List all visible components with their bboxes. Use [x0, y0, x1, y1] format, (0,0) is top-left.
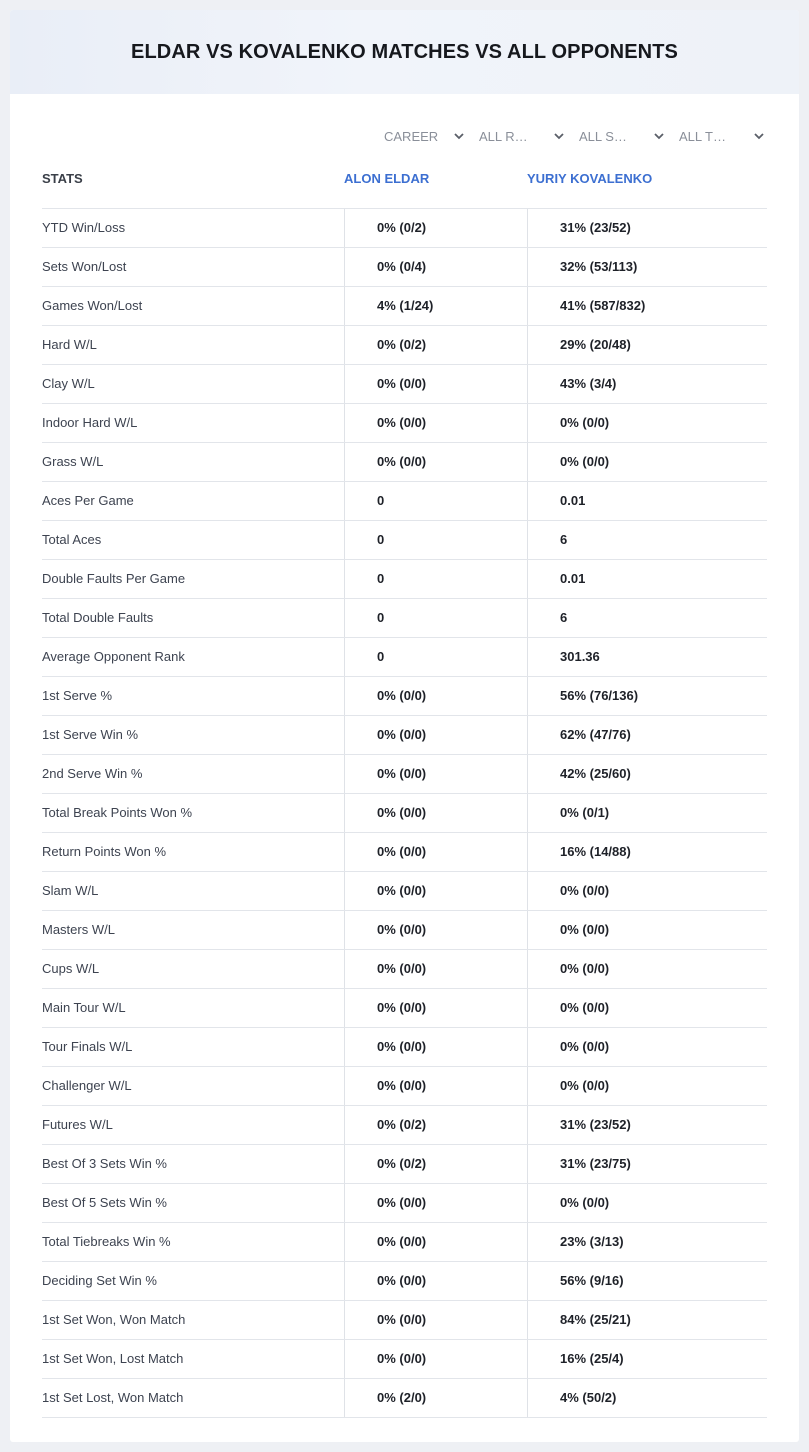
- table-row: [42, 1301, 767, 1340]
- page-title: ELDAR VS KOVALENKO MATCHES VS ALL OPPONENTS: [131, 40, 678, 63]
- stat-label: Double Faults Per Game: [42, 571, 186, 586]
- player2-value: 0% (0/0): [527, 911, 767, 949]
- tournament-filter-dropdown[interactable]: [679, 124, 765, 148]
- player2-value: 0.01: [527, 560, 767, 598]
- player2-value: 0% (0/0): [527, 950, 767, 988]
- card-header: [10, 10, 799, 94]
- table-row: [42, 911, 767, 950]
- player1-value: 0% (0/0): [344, 833, 527, 871]
- table-row: [42, 248, 767, 287]
- stat-label: 1st Serve %: [42, 688, 113, 703]
- stat-label: Games Won/Lost: [42, 298, 143, 313]
- player2-value: 41% (587/832): [527, 287, 767, 325]
- player1-value: 0% (0/0): [344, 716, 527, 754]
- stat-label: YTD Win/Loss: [42, 220, 126, 235]
- table-row: [42, 677, 767, 716]
- player2-value: 0% (0/0): [527, 989, 767, 1027]
- stat-label: Clay W/L: [42, 376, 95, 391]
- player1-value: 0% (0/0): [344, 677, 527, 715]
- stat-label: Best Of 5 Sets Win %: [42, 1195, 167, 1210]
- stat-label: Tour Finals W/L: [42, 1039, 133, 1054]
- player1-value: 0% (0/2): [344, 1145, 527, 1183]
- player2-value: 29% (20/48): [527, 326, 767, 364]
- stat-label: Masters W/L: [42, 922, 115, 937]
- stat-label: Return Points Won %: [42, 844, 167, 859]
- stat-label: Indoor Hard W/L: [42, 415, 138, 430]
- table-row: [42, 1223, 767, 1262]
- stat-label: 1st Serve Win %: [42, 727, 139, 742]
- stat-label: Grass W/L: [42, 454, 104, 469]
- stats-table: [42, 159, 767, 1418]
- filter-bar: [10, 124, 799, 148]
- player2-value: 0% (0/0): [527, 1184, 767, 1222]
- player1-value: 0% (0/0): [344, 365, 527, 403]
- chevron-down-icon: [553, 130, 565, 142]
- table-row: [42, 1145, 767, 1184]
- player1-value: 0: [344, 560, 527, 598]
- table-header: [42, 159, 767, 209]
- table-row: [42, 365, 767, 404]
- stat-label: Total Break Points Won %: [42, 805, 193, 820]
- player1-value: 0% (0/2): [344, 209, 527, 247]
- player1-value: 0% (0/0): [344, 443, 527, 481]
- surface-filter-label: ALL S…: [579, 128, 627, 144]
- player2-value: 4% (50/2): [527, 1379, 767, 1417]
- player1-value: 0% (0/2): [344, 326, 527, 364]
- player1-value: 0% (0/0): [344, 872, 527, 910]
- player2-value: 6: [527, 521, 767, 559]
- player2-value: 31% (23/52): [527, 209, 767, 247]
- player1-value: 0% (0/0): [344, 950, 527, 988]
- player2-value: 84% (25/21): [527, 1301, 767, 1339]
- player2-value: 31% (23/52): [527, 1106, 767, 1144]
- stats-card: [10, 10, 799, 1442]
- player2-value: 6: [527, 599, 767, 637]
- player2-value: 0% (0/1): [527, 794, 767, 832]
- tournament-filter-label: ALL T…: [679, 128, 726, 144]
- table-body: [42, 209, 767, 1418]
- stat-label: Deciding Set Win %: [42, 1273, 157, 1288]
- player2-value: 42% (25/60): [527, 755, 767, 793]
- table-row: [42, 1262, 767, 1301]
- table-row: [42, 872, 767, 911]
- player1-value: 0% (0/4): [344, 248, 527, 286]
- chevron-down-icon: [453, 130, 465, 142]
- chevron-down-icon: [753, 130, 765, 142]
- player2-value: 62% (47/76): [527, 716, 767, 754]
- player1-value: 0% (0/0): [344, 1340, 527, 1378]
- player1-value: 0% (0/0): [344, 1184, 527, 1222]
- table-row: [42, 1184, 767, 1223]
- table-row: [42, 989, 767, 1028]
- stat-label: Average Opponent Rank: [42, 649, 185, 664]
- stat-label: Best Of 3 Sets Win %: [42, 1156, 167, 1171]
- stat-label: 1st Set Lost, Won Match: [42, 1390, 184, 1405]
- player2-value: 0% (0/0): [527, 1067, 767, 1105]
- stat-label: Challenger W/L: [42, 1078, 132, 1093]
- stat-label: Slam W/L: [42, 883, 99, 898]
- table-row: [42, 638, 767, 677]
- player1-value: 0% (0/0): [344, 404, 527, 442]
- stat-label: Hard W/L: [42, 337, 97, 352]
- player2-column-link[interactable]: YURIY KOVALENKO: [527, 171, 653, 186]
- player1-value: 0% (0/2): [344, 1106, 527, 1144]
- table-row: [42, 755, 767, 794]
- player2-value: 56% (9/16): [527, 1262, 767, 1300]
- table-row: [42, 326, 767, 365]
- player1-value: 0% (0/0): [344, 1223, 527, 1261]
- player1-column-link[interactable]: ALON ELDAR: [344, 171, 430, 186]
- player2-value: 0% (0/0): [527, 443, 767, 481]
- player2-value: 0.01: [527, 482, 767, 520]
- table-row: [42, 209, 767, 248]
- player1-value: 0% (0/0): [344, 1301, 527, 1339]
- table-row: [42, 1067, 767, 1106]
- stat-label: Main Tour W/L: [42, 1000, 126, 1015]
- stat-label: 1st Set Won, Won Match: [42, 1312, 186, 1327]
- player1-value: 0% (2/0): [344, 1379, 527, 1417]
- table-row: [42, 287, 767, 326]
- period-filter-label: CAREER: [384, 128, 439, 144]
- stat-label: Futures W/L: [42, 1117, 113, 1132]
- player2-value: 43% (3/4): [527, 365, 767, 403]
- table-row: [42, 716, 767, 755]
- table-row: [42, 560, 767, 599]
- player1-value: 0: [344, 599, 527, 637]
- player1-value: 0: [344, 521, 527, 559]
- stat-label: Sets Won/Lost: [42, 259, 127, 274]
- player2-value: 16% (14/88): [527, 833, 767, 871]
- stat-label: 2nd Serve Win %: [42, 766, 143, 781]
- table-row: [42, 794, 767, 833]
- table-row: [42, 599, 767, 638]
- player2-value: 16% (25/4): [527, 1340, 767, 1378]
- table-row: [42, 404, 767, 443]
- player2-value: 32% (53/113): [527, 248, 767, 286]
- stat-label: Total Tiebreaks Win %: [42, 1234, 171, 1249]
- chevron-down-icon: [653, 130, 665, 142]
- round-filter-dropdown[interactable]: [479, 124, 565, 148]
- period-filter-dropdown[interactable]: [384, 124, 465, 148]
- player2-value: 301.36: [527, 638, 767, 676]
- player2-value: 0% (0/0): [527, 1028, 767, 1066]
- table-row: [42, 833, 767, 872]
- player2-value: 0% (0/0): [527, 404, 767, 442]
- player2-value: 23% (3/13): [527, 1223, 767, 1261]
- player1-value: 0: [344, 638, 527, 676]
- table-row: [42, 950, 767, 989]
- table-row: [42, 443, 767, 482]
- player1-value: 0% (0/0): [344, 794, 527, 832]
- player1-value: 0: [344, 482, 527, 520]
- player2-value: 56% (76/136): [527, 677, 767, 715]
- player1-value: 4% (1/24): [344, 287, 527, 325]
- player1-value: 0% (0/0): [344, 1067, 527, 1105]
- stats-column-header: STATS: [42, 171, 83, 186]
- table-row: [42, 521, 767, 560]
- stat-label: Total Aces: [42, 532, 102, 547]
- player1-value: 0% (0/0): [344, 1262, 527, 1300]
- stat-label: Cups W/L: [42, 961, 100, 976]
- stat-label: Total Double Faults: [42, 610, 154, 625]
- stat-label: 1st Set Won, Lost Match: [42, 1351, 184, 1366]
- player1-value: 0% (0/0): [344, 755, 527, 793]
- round-filter-label: ALL R…: [479, 128, 528, 144]
- player2-value: 0% (0/0): [527, 872, 767, 910]
- surface-filter-dropdown[interactable]: [579, 124, 665, 148]
- player2-value: 31% (23/75): [527, 1145, 767, 1183]
- table-row: [42, 1379, 767, 1418]
- player1-value: 0% (0/0): [344, 1028, 527, 1066]
- player1-value: 0% (0/0): [344, 911, 527, 949]
- table-row: [42, 1028, 767, 1067]
- player1-value: 0% (0/0): [344, 989, 527, 1027]
- table-row: [42, 1340, 767, 1379]
- table-row: [42, 1106, 767, 1145]
- stat-label: Aces Per Game: [42, 493, 134, 508]
- table-row: [42, 482, 767, 521]
